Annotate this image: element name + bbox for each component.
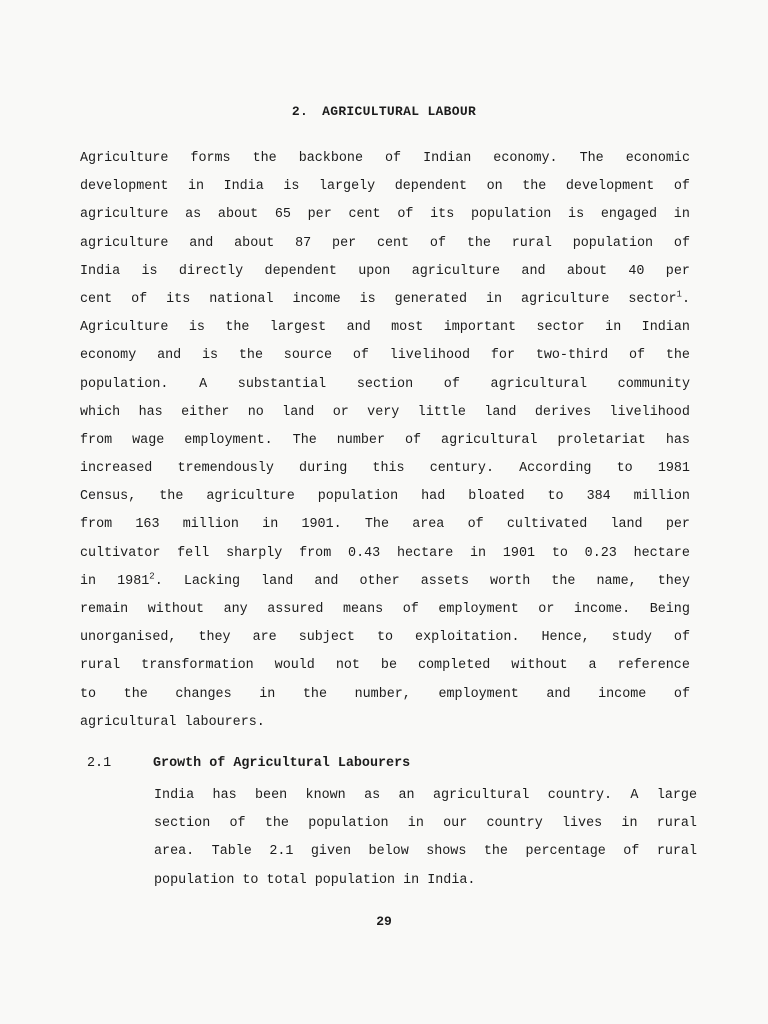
word: its	[166, 291, 191, 307]
word: in	[621, 816, 638, 832]
word: below	[368, 844, 409, 860]
word: country.	[547, 788, 613, 803]
word: had	[421, 489, 446, 505]
word: and	[346, 320, 371, 336]
word: to	[376, 630, 394, 646]
word: derives	[534, 404, 592, 420]
page-number: 29	[376, 914, 392, 929]
word: total	[266, 872, 307, 888]
word: India	[154, 788, 195, 803]
word: remain	[80, 602, 129, 617]
footnote-marker: 1	[676, 289, 682, 300]
word: during	[299, 461, 348, 477]
word: agricultural	[490, 376, 587, 392]
word: directly	[178, 263, 244, 279]
word: agriculture	[520, 291, 610, 307]
word: as	[364, 788, 381, 803]
word: population	[572, 235, 654, 251]
word: of	[623, 844, 640, 860]
word: of	[443, 376, 460, 392]
word: per	[665, 517, 690, 533]
word: of	[397, 207, 414, 223]
word: economy	[80, 348, 137, 364]
word: of	[229, 816, 246, 832]
word: land	[484, 404, 517, 420]
word: from	[299, 545, 332, 561]
text-line	[80, 709, 690, 737]
word: section	[356, 376, 414, 392]
word: the	[551, 573, 576, 589]
text-line	[80, 427, 690, 455]
text-line	[80, 483, 690, 511]
word: in	[403, 872, 420, 888]
word: of	[673, 630, 690, 646]
word: 384	[586, 489, 611, 505]
word: 1901	[502, 545, 536, 561]
word: is	[141, 263, 158, 279]
word: largest	[269, 320, 327, 336]
word: land	[261, 573, 294, 589]
word: to	[547, 489, 564, 505]
word: the	[225, 320, 250, 336]
word: development	[80, 179, 169, 195]
word: are	[252, 630, 277, 646]
word: 0.23	[584, 545, 617, 561]
word: little	[417, 404, 466, 420]
word: number,	[354, 686, 411, 702]
word: they	[198, 630, 231, 646]
word: largely	[318, 179, 376, 195]
word: rural	[656, 816, 697, 832]
word: population	[308, 816, 389, 832]
word: national	[209, 291, 274, 307]
word: known	[305, 788, 346, 803]
text-line	[154, 837, 697, 865]
word: is	[201, 348, 219, 364]
word: the	[238, 348, 263, 364]
text-line	[154, 866, 697, 894]
word: been	[255, 788, 288, 803]
word: population.	[80, 376, 169, 392]
word: in	[262, 517, 279, 533]
word: country	[486, 816, 543, 832]
text-line	[80, 342, 690, 370]
word: per	[665, 263, 690, 279]
section-number: 2.1	[87, 756, 112, 771]
word: the	[159, 489, 184, 505]
word: assets	[420, 573, 469, 589]
text-line	[80, 286, 690, 314]
word: in	[485, 291, 503, 307]
word: of	[402, 602, 419, 617]
word: income	[598, 686, 647, 702]
word: sector	[536, 320, 585, 336]
word: community	[617, 376, 690, 392]
word: exploitation.	[415, 630, 520, 646]
word: and	[314, 573, 339, 589]
text-line	[80, 173, 690, 201]
word: agriculture	[80, 235, 169, 251]
word: of	[352, 348, 369, 364]
word: of	[404, 432, 422, 448]
word: in	[407, 816, 424, 832]
word: very	[367, 404, 400, 420]
text-line	[154, 781, 697, 809]
word: 40	[628, 263, 645, 279]
word: income.	[573, 602, 631, 617]
word: India	[223, 179, 264, 195]
word: proletariat	[557, 432, 646, 448]
word: agriculture	[411, 263, 501, 279]
word: population	[314, 872, 396, 888]
word: 1981$^2$.	[117, 571, 163, 589]
word: employment	[438, 602, 519, 617]
word: wage	[132, 432, 165, 448]
word: which	[80, 404, 121, 420]
word: is	[283, 179, 300, 195]
word: 0.43	[348, 545, 381, 561]
word: other	[359, 573, 400, 589]
word: about	[217, 207, 259, 223]
word: 2.1	[269, 844, 294, 860]
word: to	[616, 461, 633, 477]
word: to	[80, 686, 97, 702]
word: is	[188, 320, 205, 336]
word: name,	[596, 573, 637, 589]
word: 1981	[657, 461, 690, 477]
word: has	[665, 432, 690, 448]
word: percentage	[525, 844, 606, 860]
word: large	[656, 788, 697, 803]
text-line	[80, 511, 690, 539]
word: as	[185, 207, 202, 223]
word: completed	[417, 658, 491, 674]
word: substantial	[237, 376, 327, 392]
word: most	[391, 320, 424, 336]
word: in	[673, 207, 690, 223]
word: the	[466, 235, 491, 251]
word: of	[673, 235, 690, 251]
word: for	[490, 348, 515, 364]
word: worth	[490, 573, 531, 589]
word: Census,	[80, 489, 137, 505]
text-line	[80, 652, 690, 680]
word: important	[443, 320, 517, 336]
text-line	[80, 568, 690, 596]
word: per	[307, 207, 332, 223]
text-line	[80, 399, 690, 427]
word: India	[80, 263, 121, 279]
word: has	[138, 404, 163, 420]
word: a	[588, 658, 597, 674]
word: fell	[177, 545, 210, 561]
word: rural	[656, 844, 697, 860]
word: Indian	[423, 151, 472, 166]
word: its	[430, 207, 455, 223]
word: is	[359, 291, 376, 307]
word: without	[511, 658, 568, 674]
word: bloated	[468, 489, 525, 505]
word: land	[282, 404, 315, 420]
word: population	[317, 489, 399, 505]
intro-paragraph	[80, 145, 690, 737]
word: rural	[80, 658, 121, 674]
word: shows	[426, 844, 467, 860]
word: per	[332, 235, 357, 251]
word: rural	[511, 235, 552, 251]
word: has	[212, 788, 237, 803]
word: dependent	[394, 179, 468, 195]
word: source	[283, 348, 333, 364]
text-line	[80, 596, 690, 624]
word: increased	[80, 461, 153, 477]
word: forms	[190, 151, 231, 166]
word: be	[380, 658, 397, 674]
word: from	[80, 517, 113, 533]
word: million	[182, 517, 239, 533]
word: cent	[80, 291, 113, 307]
word: area.	[154, 844, 195, 860]
word: the	[483, 844, 508, 860]
word: Being	[649, 602, 690, 617]
word: employment	[438, 686, 519, 702]
word: Lacking	[183, 573, 241, 589]
word: is	[568, 207, 585, 223]
word: Hence,	[541, 630, 590, 646]
word: lives	[561, 816, 603, 832]
word: would	[274, 658, 315, 674]
word: the	[264, 816, 289, 832]
text-line	[80, 230, 690, 258]
word: cultivator	[80, 545, 161, 561]
word: and	[546, 686, 571, 702]
word: tremendously	[177, 461, 274, 477]
text-line	[80, 681, 690, 709]
word: of	[467, 517, 484, 533]
word: an	[398, 788, 415, 803]
word: on	[486, 179, 503, 195]
word: and	[189, 235, 214, 251]
word: section	[154, 816, 211, 832]
word: livelihood	[389, 348, 471, 364]
word: Table	[211, 844, 252, 860]
word: unorganised,	[80, 630, 177, 646]
word: from	[80, 432, 113, 448]
word: they	[657, 573, 690, 589]
word: to	[242, 872, 259, 888]
word: cultivated	[506, 517, 588, 533]
word: generated	[394, 291, 467, 307]
word: in	[187, 179, 205, 195]
word: sharply	[226, 545, 283, 561]
word: livelihood	[609, 404, 690, 420]
word: Agriculture	[80, 151, 169, 166]
word: about	[566, 263, 608, 279]
word: the	[665, 348, 690, 364]
word: any	[223, 602, 248, 617]
section-title: Growth of Agricultural Labourers	[153, 756, 411, 771]
word: the	[302, 686, 327, 702]
word: of	[131, 291, 148, 307]
word: development	[565, 179, 655, 195]
word: A	[630, 788, 639, 803]
section-paragraph	[154, 781, 697, 894]
text-line	[80, 314, 690, 342]
word: reference	[617, 658, 690, 674]
word: of	[673, 179, 690, 195]
word: upon	[358, 263, 391, 279]
word: means	[343, 602, 384, 617]
word: either	[181, 404, 230, 420]
word: about	[234, 235, 275, 251]
word: area	[412, 517, 445, 533]
word: cent	[348, 207, 381, 223]
word: hectare	[633, 545, 690, 561]
word: agriculture	[206, 489, 295, 505]
word: our	[443, 816, 468, 832]
text-line	[80, 201, 690, 229]
word: the	[123, 686, 148, 702]
word: or	[332, 404, 349, 420]
word: without	[147, 602, 205, 617]
word: or	[538, 602, 555, 617]
word: changes	[175, 686, 232, 702]
text-line	[80, 258, 690, 286]
text-line	[154, 809, 697, 837]
word: income	[292, 291, 341, 307]
word: transformation	[141, 658, 254, 674]
word: employment.	[184, 432, 273, 448]
word: The	[364, 517, 389, 533]
word: agriculture	[80, 207, 169, 223]
word: the	[522, 179, 547, 195]
word: century.	[429, 461, 494, 477]
word: not	[335, 658, 360, 674]
word: backbone	[298, 151, 363, 166]
text-line	[80, 540, 690, 568]
word: to	[551, 545, 568, 561]
word: Agriculture	[80, 320, 169, 336]
word: population	[154, 872, 235, 888]
word: study	[611, 630, 652, 646]
word: of	[673, 686, 690, 702]
word: and	[521, 263, 546, 279]
word: assured	[267, 602, 324, 617]
word: The	[579, 151, 604, 166]
word: the	[252, 151, 277, 166]
word: million	[633, 489, 690, 505]
word: subject	[298, 630, 355, 646]
text-line	[80, 145, 690, 173]
word: The	[292, 432, 317, 448]
word: Indian	[641, 320, 690, 336]
word: and	[157, 348, 182, 364]
word: hectare	[396, 545, 454, 561]
word: cent	[376, 235, 410, 251]
word: According	[519, 461, 592, 477]
word: this	[372, 461, 405, 477]
word: economy.	[493, 151, 558, 166]
word: agricultural	[441, 432, 538, 448]
text-line	[80, 455, 690, 483]
word: sector$^1$.	[628, 289, 690, 307]
word: in	[605, 320, 622, 336]
word: 87	[295, 235, 312, 251]
word: of	[429, 235, 446, 251]
text-line	[80, 371, 690, 399]
word: in	[80, 573, 97, 589]
word: no	[247, 404, 264, 420]
word: given	[310, 844, 352, 860]
word: labourers.	[184, 714, 265, 730]
word: 65	[274, 207, 291, 223]
word: of	[385, 151, 402, 166]
word: population	[470, 207, 552, 223]
word: 163	[135, 517, 160, 533]
word: number	[336, 432, 385, 448]
word: 1901.	[301, 517, 342, 533]
chapter-title: AGRICULTURAL LABOUR	[322, 104, 477, 119]
word: engaged	[600, 207, 658, 223]
section-heading	[87, 756, 410, 771]
word: two-third	[535, 348, 609, 364]
chapter-heading	[0, 104, 768, 119]
chapter-number: 2.	[291, 104, 309, 119]
word: economic	[625, 151, 690, 166]
word: India.	[427, 872, 476, 888]
word: in	[259, 686, 276, 702]
text-line	[80, 624, 690, 652]
word: agricultural	[80, 714, 177, 730]
word: dependent	[264, 263, 337, 279]
word: land	[610, 517, 643, 533]
word: in	[470, 545, 487, 561]
word: of	[628, 348, 646, 364]
word: agricultural	[432, 788, 530, 803]
word: A	[199, 376, 208, 392]
footnote-marker: 2	[149, 571, 155, 582]
